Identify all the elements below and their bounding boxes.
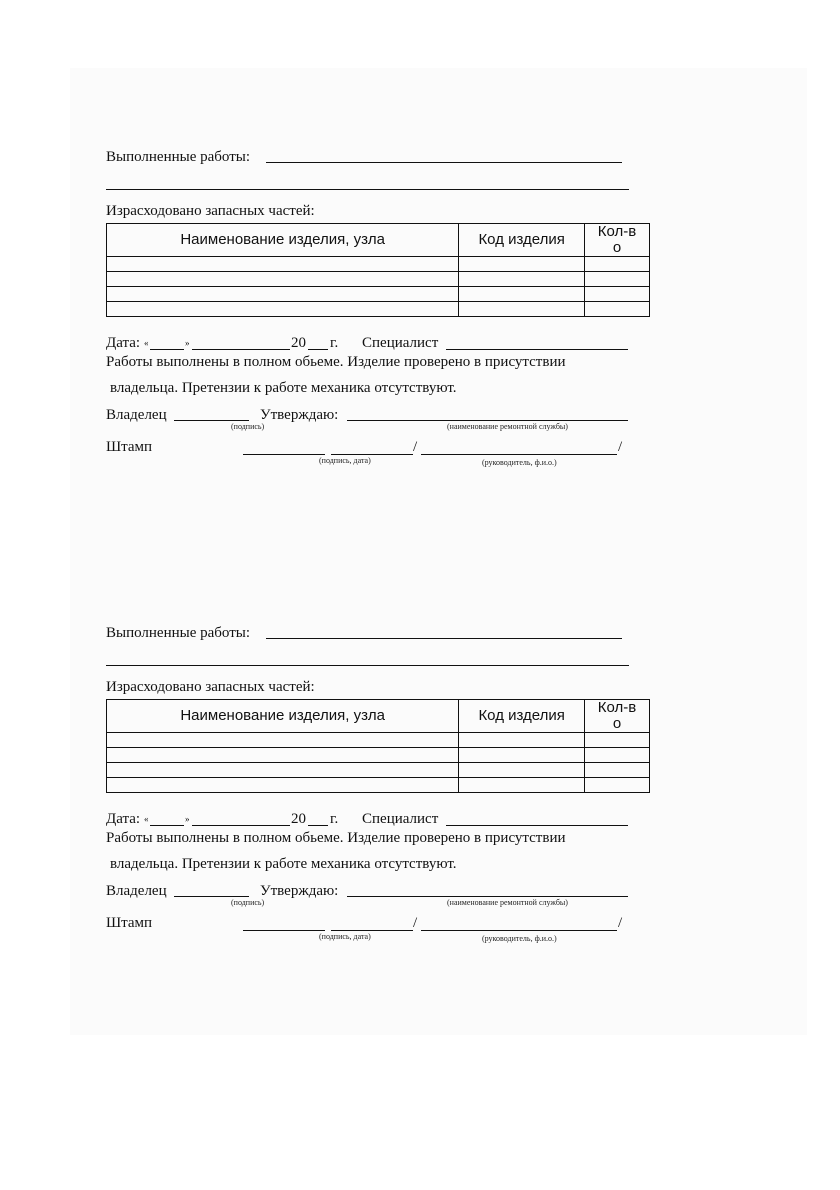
stamp-label: Штамп: [106, 915, 153, 931]
table-header-row: [107, 224, 650, 257]
date-open-quote: «: [144, 338, 149, 348]
owner-signature-field[interactable]: [174, 896, 249, 897]
parts-label: Израсходовано запасных частей:: [106, 679, 315, 695]
stamp-head-field[interactable]: [421, 930, 617, 931]
col-header-code: Код изделия: [459, 700, 585, 733]
approve-field[interactable]: [347, 896, 628, 897]
table-row: [107, 748, 650, 763]
date-day-field[interactable]: [150, 349, 184, 350]
table-cell[interactable]: [107, 257, 459, 272]
table-cell[interactable]: [459, 287, 585, 302]
stamp-slash-1: /: [413, 915, 418, 931]
table-row: [107, 257, 650, 272]
statement-line-1: Работы выполнены в полном обьеме. Изделие проверено в присутствии: [106, 830, 566, 846]
date-year-field[interactable]: [308, 349, 328, 350]
stamp-slash-2: /: [618, 439, 623, 455]
table-cell[interactable]: [107, 763, 459, 778]
specialist-label: Специалист: [362, 335, 439, 351]
stamp-caption-2: (руководитель, ф.и.о.): [482, 934, 557, 943]
owner-label: Владелец: [106, 407, 167, 423]
table-header-row: [107, 700, 650, 733]
owner-label: Владелец: [106, 883, 167, 899]
col-header-qty: [585, 700, 650, 733]
statement-line-2: владельца. Претензии к работе механика отсутствуют.: [110, 856, 457, 872]
owner-signature-field[interactable]: [174, 420, 249, 421]
date-year-field[interactable]: [308, 825, 328, 826]
table-cell[interactable]: [107, 733, 459, 748]
stamp-head-field[interactable]: [421, 454, 617, 455]
repair-form-2: [0, 476, 840, 952]
approve-caption: (наименование ремонтной службы): [447, 898, 568, 907]
date-close-quote: »: [185, 338, 190, 348]
date-label: Дата:: [106, 335, 141, 351]
col-header-code: Код изделия: [459, 224, 585, 257]
owner-caption: (подпись): [231, 898, 265, 907]
date-month-field[interactable]: [192, 825, 290, 826]
year-prefix: 20: [291, 811, 306, 827]
date-day-field[interactable]: [150, 825, 184, 826]
stamp-signature-field[interactable]: [243, 930, 325, 931]
table-row: [107, 778, 650, 793]
table-cell[interactable]: [459, 733, 585, 748]
works-field-line-2[interactable]: [106, 665, 629, 666]
stamp-caption-1: (подпись, дата): [319, 456, 371, 465]
year-prefix: 20: [291, 335, 306, 351]
table-cell[interactable]: [107, 748, 459, 763]
table-cell[interactable]: [585, 287, 650, 302]
table-cell[interactable]: [585, 257, 650, 272]
approve-label: Утверждаю:: [260, 883, 339, 899]
parts-label: Израсходовано запасных частей:: [106, 203, 315, 219]
approve-field[interactable]: [347, 420, 628, 421]
parts-table: [106, 223, 650, 317]
year-suffix: г.: [330, 811, 339, 827]
repair-form-1: [0, 0, 840, 476]
date-close-quote: »: [185, 814, 190, 824]
table-row: [107, 272, 650, 287]
col-header-name: Наименование изделия, узла: [107, 700, 459, 733]
table-row: [107, 733, 650, 748]
statement-line-2: владельца. Претензии к работе механика отсутствуют.: [110, 380, 457, 396]
col-header-name: Наименование изделия, узла: [107, 224, 459, 257]
col-header-qty-text: Кол-во: [597, 223, 637, 256]
table-cell[interactable]: [459, 763, 585, 778]
table-cell[interactable]: [459, 778, 585, 793]
stamp-caption-1: (подпись, дата): [319, 932, 371, 941]
date-month-field[interactable]: [192, 349, 290, 350]
table-cell[interactable]: [585, 733, 650, 748]
stamp-caption-2: (руководитель, ф.и.о.): [482, 458, 557, 467]
table-cell[interactable]: [107, 302, 459, 317]
works-label: Выполненные работы:: [106, 149, 251, 165]
approve-caption: (наименование ремонтной службы): [447, 422, 568, 431]
table-cell[interactable]: [585, 748, 650, 763]
specialist-field[interactable]: [446, 349, 628, 350]
stamp-date-field[interactable]: [331, 930, 413, 931]
stamp-signature-field[interactable]: [243, 454, 325, 455]
specialist-label: Специалист: [362, 811, 439, 827]
col-header-qty: [585, 224, 650, 257]
stamp-slash-1: /: [413, 439, 418, 455]
date-label: Дата:: [106, 811, 141, 827]
stamp-slash-2: /: [618, 915, 623, 931]
table-cell[interactable]: [585, 302, 650, 317]
owner-caption: (подпись): [231, 422, 265, 431]
table-cell[interactable]: [459, 748, 585, 763]
table-row: [107, 287, 650, 302]
table-cell[interactable]: [107, 778, 459, 793]
statement-line-1: Работы выполнены в полном обьеме. Изделие проверено в присутствии: [106, 354, 566, 370]
works-field-line-1[interactable]: [266, 638, 622, 639]
table-cell[interactable]: [585, 272, 650, 287]
table-row: [107, 302, 650, 317]
works-field-line-1[interactable]: [266, 162, 622, 163]
table-cell[interactable]: [585, 778, 650, 793]
approve-label: Утверждаю:: [260, 407, 339, 423]
works-label: Выполненные работы:: [106, 625, 251, 641]
table-cell[interactable]: [107, 287, 459, 302]
stamp-label: Штамп: [106, 439, 153, 455]
table-cell[interactable]: [585, 763, 650, 778]
specialist-field[interactable]: [446, 825, 628, 826]
table-row: [107, 763, 650, 778]
table-cell[interactable]: [459, 272, 585, 287]
table-cell[interactable]: [459, 302, 585, 317]
table-cell[interactable]: [107, 272, 459, 287]
table-cell[interactable]: [459, 257, 585, 272]
works-field-line-2[interactable]: [106, 189, 629, 190]
year-suffix: г.: [330, 335, 339, 351]
col-header-qty-text: Кол-во: [597, 699, 637, 732]
stamp-date-field[interactable]: [331, 454, 413, 455]
date-open-quote: «: [144, 814, 149, 824]
parts-table: [106, 699, 650, 793]
